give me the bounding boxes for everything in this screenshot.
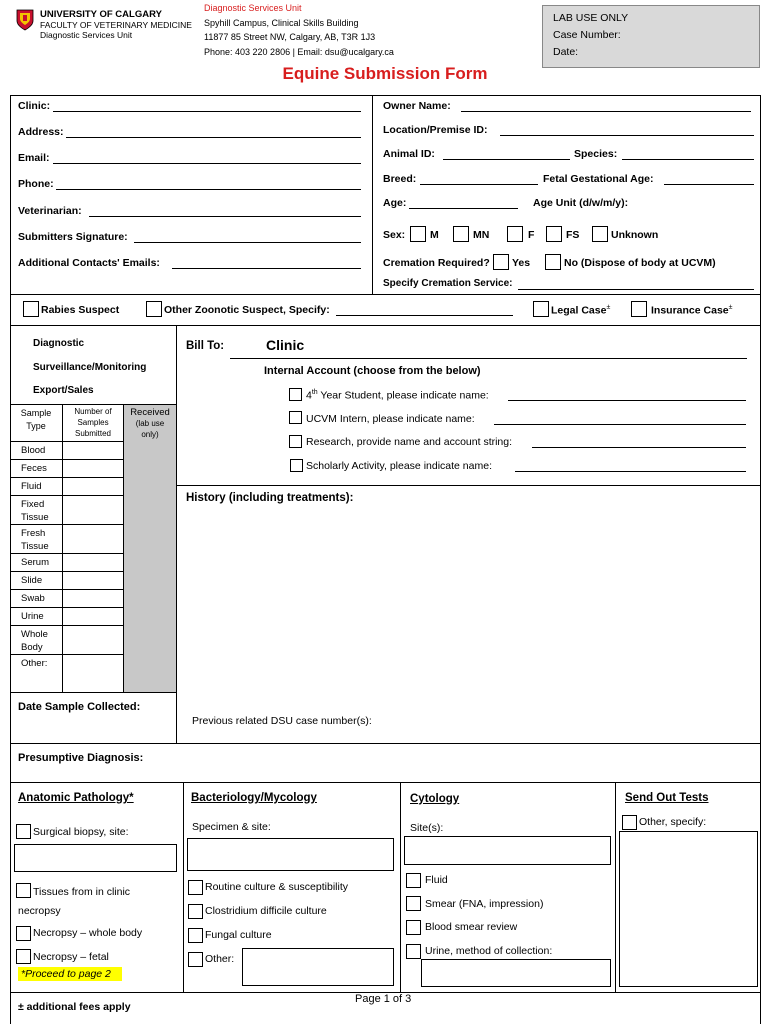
bill-clinic-option[interactable]: Clinic (266, 337, 305, 353)
sample-row-urine: Urine (21, 611, 44, 622)
breed-label: Breed: (383, 173, 417, 185)
research-label: Research, provide name and account string: (306, 436, 513, 448)
scholarly-name-field[interactable] (515, 471, 746, 472)
university-name: UNIVERSITY OF CALGARY (40, 9, 162, 20)
legal-case-checkbox[interactable] (533, 301, 549, 317)
purpose-diagnostic[interactable]: Diagnostic (33, 338, 85, 349)
sex-fs-checkbox[interactable] (546, 226, 562, 242)
student-checkbox[interactable] (289, 388, 302, 401)
signature-label: Submitters Signature: (18, 231, 128, 243)
divider (10, 95, 760, 96)
sample-row-feces: Feces (21, 463, 47, 474)
email-field[interactable] (53, 163, 361, 164)
sample-count-input[interactable] (63, 525, 123, 553)
owner-name-label: Owner Name: (383, 100, 451, 112)
sample-row-other: Other: (21, 658, 48, 669)
cremation-label: Cremation Required? (383, 257, 490, 269)
phone-label: Phone: (18, 178, 54, 190)
research-checkbox[interactable] (289, 435, 302, 448)
bacteriology-title: Bacteriology/Mycology (191, 792, 317, 804)
cytology-smear-label: Smear (FNA, impression) (425, 898, 544, 910)
sample-type-header: Sample Type (20, 408, 52, 431)
cytology-urine-input[interactable] (421, 959, 611, 987)
signature-field[interactable] (134, 242, 361, 243)
cytology-blood-checkbox[interactable] (406, 920, 421, 935)
purpose-surveillance[interactable]: Surveillance/Monitoring (33, 362, 147, 373)
zoonotic-suspect-label: Other Zoonotic Suspect, Specify: (164, 304, 330, 316)
additional-contacts-field[interactable] (172, 268, 361, 269)
fee-mark: ± (728, 304, 733, 311)
received-note: (lab use only) (135, 419, 165, 439)
cremation-yes-label: Yes (512, 257, 531, 269)
divider (10, 782, 760, 783)
age-field[interactable] (409, 208, 518, 209)
surgical-biopsy-checkbox[interactable] (16, 824, 31, 839)
previous-case-label: Previous related DSU case number(s): (192, 715, 372, 727)
unit-title: Diagnostic Services Unit (204, 3, 302, 13)
owner-name-field[interactable] (461, 111, 751, 112)
insurance-case-label (651, 304, 732, 317)
lab-use-box (542, 5, 760, 68)
legal-case-text: Legal Case (551, 304, 607, 317)
scholarly-label: Scholarly Activity, please indicate name: (306, 460, 492, 472)
send-out-other-label: Other, specify: (639, 816, 707, 828)
number-samples-header: Number of Samples Submitted (74, 407, 112, 438)
surgical-biopsy-site-input[interactable] (14, 844, 177, 872)
purpose-export[interactable]: Export/Sales (33, 385, 94, 396)
cytology-smear-checkbox[interactable] (406, 896, 421, 911)
address-line-2: 11877 85 Street NW, Calgary, AB, T3R 1J3 (204, 32, 376, 42)
fee-mark: ± (606, 304, 611, 311)
intern-label: UCVM Intern, please indicate name: (306, 413, 475, 425)
additional-fees-note: ± additional fees apply (18, 1001, 131, 1013)
history-label: History (including treatments): (186, 492, 354, 504)
cytology-sites-input[interactable] (404, 836, 611, 865)
bacteriology-other-label: Other: (205, 953, 235, 965)
breed-field[interactable] (420, 184, 538, 185)
surgical-biopsy-label: Surgical biopsy, site: (33, 826, 129, 838)
date-collected-label: Date Sample Collected: (18, 701, 141, 713)
university-crest-icon (16, 9, 34, 31)
cremation-no-label: No (Dispose of body at UCVM) (564, 257, 716, 269)
sample-count-input[interactable] (63, 460, 123, 477)
bill-to-line (230, 358, 747, 359)
sex-fs-label: FS (566, 229, 580, 241)
specimen-site-input[interactable] (187, 838, 394, 871)
address-line-1: Spyhill Campus, Clinical Skills Building (204, 18, 359, 28)
clostridium-checkbox[interactable] (188, 904, 203, 919)
send-out-other-checkbox[interactable] (622, 815, 637, 830)
clostridium-label: Clostridium difficile culture (205, 905, 327, 917)
divider (10, 743, 760, 744)
cytology-sites-label: Site(s): (410, 822, 444, 834)
sample-row-blood: Blood (21, 445, 46, 456)
necropsy-whole-checkbox[interactable] (16, 926, 31, 941)
unit-short-name: Diagnostic Services Unit (40, 30, 133, 40)
cytology-title: Cytology (410, 793, 460, 805)
student-label-pre: 4 (306, 389, 312, 402)
page-number: Page 1 of 3 (355, 993, 412, 1005)
cytology-blood-label: Blood smear review (425, 921, 518, 933)
cytology-urine-checkbox[interactable] (406, 944, 421, 959)
sample-row-slide: Slide (21, 575, 43, 586)
received-header: Received (130, 407, 170, 418)
intern-checkbox[interactable] (289, 411, 302, 424)
sample-count-input[interactable] (63, 655, 123, 686)
routine-culture-checkbox[interactable] (188, 880, 203, 895)
cytology-fluid-label: Fluid (425, 874, 448, 886)
sex-m-label: M (430, 229, 439, 241)
sample-count-input[interactable] (63, 608, 123, 625)
student-label-sup: th (311, 389, 318, 396)
zoonotic-suspect-checkbox[interactable] (146, 301, 162, 317)
animal-id-field[interactable] (443, 159, 570, 160)
age-unit-label: Age Unit (d/w/m/y): (533, 197, 629, 209)
divider (760, 95, 761, 1024)
case-number-label: Case Number: (553, 29, 621, 41)
sex-label: Sex: (383, 229, 406, 241)
internal-account-label: Internal Account (choose from the below) (264, 365, 481, 377)
sex-mn-label: MN (473, 229, 490, 241)
sample-count-input[interactable] (63, 626, 123, 654)
lab-use-title: LAB USE ONLY (553, 12, 629, 24)
age-label: Age: (383, 197, 407, 209)
sample-count-input[interactable] (63, 554, 123, 571)
sample-row-fixed-tissue: Fixed Tissue (21, 499, 49, 523)
necropsy-fetal-checkbox[interactable] (16, 949, 31, 964)
sex-m-checkbox[interactable] (410, 226, 426, 242)
tissues-necropsy-label-1: Tissues from in clinic (33, 886, 131, 898)
cremation-service-label: Specify Cremation Service: (383, 278, 513, 289)
divider (372, 95, 373, 294)
date-label: Date: (553, 46, 579, 58)
location-label: Location/Premise ID: (383, 124, 488, 136)
veterinarian-field[interactable] (89, 216, 361, 217)
sample-count-input[interactable] (63, 572, 123, 589)
sex-f-label: F (528, 229, 535, 241)
cremation-yes-checkbox[interactable] (493, 254, 509, 270)
send-out-title: Send Out Tests (625, 792, 709, 804)
send-out-other-input[interactable] (619, 831, 758, 987)
sex-mn-checkbox[interactable] (453, 226, 469, 242)
address-label: Address: (18, 126, 64, 138)
scholarly-checkbox[interactable] (290, 459, 303, 472)
cytology-urine-label: Urine, method of collection: (425, 945, 553, 957)
sex-unknown-checkbox[interactable] (592, 226, 608, 242)
student-label-post: Year Student, please indicate name: (317, 389, 489, 402)
clinic-label: Clinic: (18, 100, 51, 112)
divider (400, 782, 401, 992)
additional-contacts-label: Additional Contacts' Emails: (18, 257, 160, 269)
proceed-note: *Proceed to page 2 (18, 967, 122, 981)
sample-count-input[interactable] (63, 442, 123, 459)
divider (176, 485, 760, 486)
sample-row-serum: Serum (21, 557, 49, 568)
species-field[interactable] (622, 159, 754, 160)
zoonotic-suspect-field[interactable] (336, 315, 513, 316)
sample-row-fluid: Fluid (21, 481, 42, 492)
divider (615, 782, 616, 992)
sample-count-input[interactable] (63, 496, 123, 524)
address-field[interactable] (66, 137, 361, 138)
necropsy-fetal-label: Necropsy – fetal (33, 951, 109, 963)
presumptive-diagnosis-label: Presumptive Diagnosis: (18, 752, 144, 764)
divider (10, 325, 760, 326)
divider (10, 692, 176, 693)
research-account-field[interactable] (532, 447, 746, 448)
insurance-case-text: Insurance Case (651, 304, 729, 317)
rabies-suspect-label: Rabies Suspect (41, 304, 120, 316)
sample-count-input[interactable] (63, 590, 123, 607)
divider (176, 325, 177, 743)
bacteriology-other-input[interactable] (242, 948, 394, 986)
bacteriology-other-checkbox[interactable] (188, 952, 203, 967)
cytology-fluid-checkbox[interactable] (406, 873, 421, 888)
phone-field[interactable] (56, 189, 361, 190)
sample-row-swab: Swab (21, 593, 45, 604)
routine-culture-label: Routine culture & susceptibility (205, 881, 348, 893)
contact-line: Phone: 403 220 2806 | Email: dsu@ucalgary.ca (204, 47, 394, 57)
form-title: Equine Submission Form (282, 64, 488, 83)
fungal-culture-label: Fungal culture (205, 929, 272, 941)
veterinarian-label: Veterinarian: (18, 205, 82, 217)
fungal-culture-checkbox[interactable] (188, 928, 203, 943)
anatomic-pathology-title: Anatomic Pathology* (18, 792, 134, 804)
specimen-site-label: Specimen & site: (192, 821, 271, 833)
location-field[interactable] (500, 135, 754, 136)
species-label: Species: (574, 148, 618, 160)
necropsy-whole-label: Necropsy – whole body (33, 927, 143, 939)
intern-name-field[interactable] (494, 424, 746, 425)
student-name-field[interactable] (508, 400, 746, 401)
divider (10, 294, 760, 295)
legal-case-label (551, 304, 610, 317)
sample-table (10, 404, 176, 692)
email-label: Email: (18, 152, 50, 164)
sample-count-input[interactable] (63, 478, 123, 495)
sex-f-checkbox[interactable] (507, 226, 523, 242)
cremation-service-field[interactable] (518, 289, 754, 290)
divider (183, 782, 184, 992)
received-column-shade (124, 405, 176, 692)
bill-to-label: Bill To: (186, 340, 225, 352)
tissues-necropsy-checkbox[interactable] (16, 883, 31, 898)
sample-row-fresh-tissue: Fresh Tissue (21, 528, 49, 552)
tissues-necropsy-label-2: necropsy (18, 905, 61, 917)
student-label (306, 389, 489, 402)
rabies-suspect-checkbox[interactable] (23, 301, 39, 317)
fetal-age-field[interactable] (664, 184, 754, 185)
fetal-age-label: Fetal Gestational Age: (543, 173, 654, 185)
sample-row-whole-body: Whole Body (21, 629, 48, 653)
faculty-name: FACULTY OF VETERINARY MEDICINE (40, 20, 192, 30)
cremation-no-checkbox[interactable] (545, 254, 561, 270)
clinic-field[interactable] (53, 111, 361, 112)
insurance-case-checkbox[interactable] (631, 301, 647, 317)
animal-id-label: Animal ID: (383, 148, 435, 160)
sex-unknown-label: Unknown (611, 229, 659, 241)
history-textarea[interactable] (180, 510, 755, 690)
